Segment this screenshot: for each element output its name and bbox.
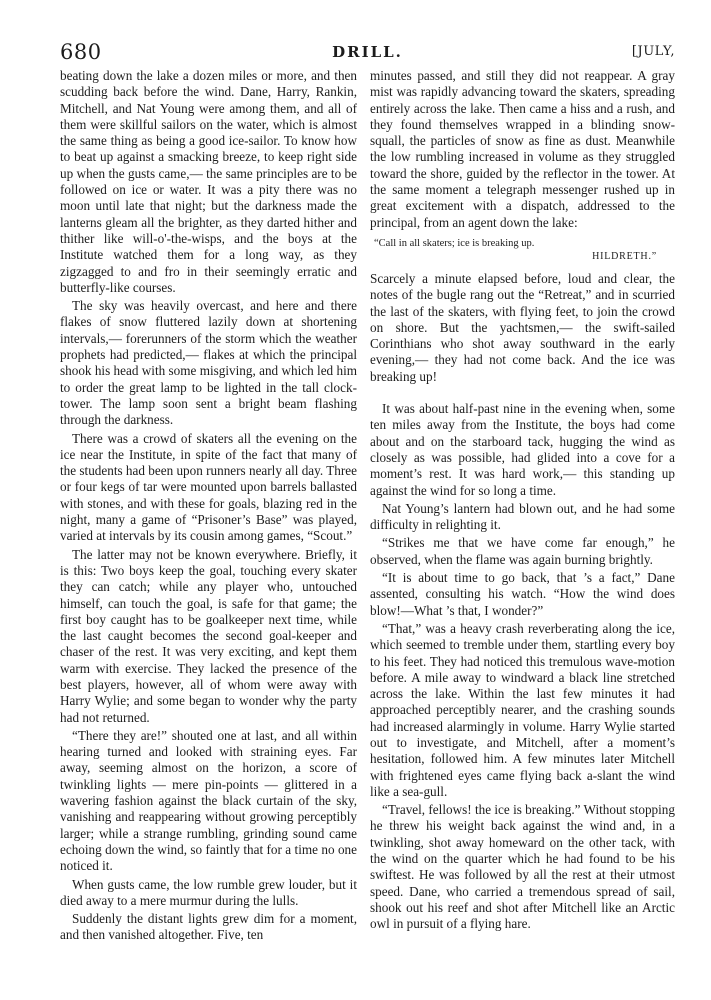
left-column [60, 68, 357, 946]
paragraph: The latter may not be known everywhere. Briefly, it is this: Two boys keep the goal, touching every skater they can catch; while any player who, untouched himself, can touch the goal, is safe for that game; the first boy caught has to be goalkeeper next time, while the last caught becomes the second goal-keeper and chaser of the rest. It was very exciting, and kept them warm with exercise. They lacked the presence of the best players, however, all of whom were away with Harry Wylie; and some began to wonder why the party had not returned. [60, 546, 357, 725]
paragraph: minutes passed, and still they did not reappear. A gray mist was rapidly advancing toward the skaters, spreading entirely across the lake. Then came a hiss and a rush, and they found themselves wrapped in a blinding snow-squall, the particles of snow as fine as dust. Meanwhile the low rumbling increased in volume as they struggled toward the shore, guided by the reflector in the tower. At the same moment a telegraph messenger rushed up in great excitement with a dispatch, addressed to the principal, from an agent down the lake: [370, 68, 675, 230]
right-paragraphs-bottom [370, 401, 675, 933]
paragraph: “There they are!” shouted one at last, and all within hearing turned and looked with straining eyes. Far away, seeming almost on the horizon, a score of twinkling lights — mere pin-points — glittered in a wavering fashion against the black curtain of the sky, vanishing and reappearing without growing perceptibly larger; while a strange rumbling, grinding sound came echoing down the wind, so faintly that for a time no one noticed it. [60, 727, 357, 874]
right-paragraphs-mid [370, 271, 675, 385]
right-column [370, 68, 675, 935]
paragraph: Suddenly the distant lights grew dim for a moment, and then vanished altogether. Five, ten [60, 911, 357, 943]
running-title: DRILL. [332, 43, 403, 61]
telegram-text: “Call in all skaters; ice is breaking up. [374, 237, 535, 249]
telegram-dispatch [370, 237, 675, 263]
paragraph: “Strikes me that we have come far enough,” he observed, when the flame was again burning brightly. [370, 535, 675, 567]
paragraph: beating down the lake a dozen miles or more, and then scudding back before the wind. Dane, Harry, Rankin, Mitchell, and Nat Young were among them, and all of them were skillful sailors on the water, which is almost the same thing as being a good ice-sailor. To know how to beat up against a smacking breeze, to keep right side up when the gusts came,— the same principles are to be followed on ice or water. It was a pity there was no moon until late that night; but the darkness made the lanterns gleam all the brighter, as they darted hither and thither like will-o'-the-wisps, and the boys at the Institute watched them for a long way, as they zigzagged to and fro in their seemingly erratic and butterfly-like courses. [60, 68, 357, 295]
paragraph: There was a crowd of skaters all the evening on the ice near the Institute, in spite of the fact that many of the students had been upon runners nearly all day. Three or four kegs of tar were mounted upon barrels ballasted with stones, and with these for goals, blazing red in the night, many a game of “Prisoner’s Base” was played, varied at intervals by its cousin among games, “Scout.” [60, 430, 357, 544]
telegram-signature: HILDRETH.” [592, 250, 657, 262]
right-paragraphs-top [370, 68, 675, 231]
running-header [60, 40, 675, 66]
paragraph: It was about half-past nine in the evening when, some ten miles away from the Institute, the boys had come about and on the starboard tack, hugging the wind as closely as was possible, had glided into a cove for a moment’s rest. It was hard work,— this standing up against the wind for so long a time. [370, 401, 675, 498]
left-paragraphs [60, 68, 357, 944]
running-date: [JULY, [631, 44, 675, 59]
paragraph: The sky was heavily overcast, and here and there flakes of snow fluttered lazily down at shortening intervals,— forerunners of the storm which the weather prophets had predicted,— flakes at which the principal shook his head with some misgiving, and which led him to order the great lamp to be lighted in the tall clock-tower. The lamp soon sent a bright beam flashing through the darkness. [60, 298, 357, 428]
section-break [370, 387, 675, 401]
paragraph: “It is about time to go back, that ’s a fact,” Dane assented, consulting his watch. “How the wind does blow!—What ’s that, I wonder?” [370, 570, 675, 618]
page-number: 680 [60, 40, 102, 64]
paragraph: “That,” was a heavy crash reverberating along the ice, which seemed to tremble under them, startling every boy to his feet. They had noticed this tremulous wave-motion before. A mile away to windward a black line stretched across the lake. Within the last few minutes it had approached perceptibly nearer, and the crashing sounds had increased alarmingly in volume. Harry Wylie started out to investigate, and Mitchell, after a moment’s hesitation, followed him. A few minutes later Mitchell with frightened eyes came flying back a-slant the wind like a sea-gull. [370, 620, 675, 799]
paragraph: When gusts came, the low rumble grew louder, but it died away to a mere murmur during the lulls. [60, 876, 357, 908]
paragraph: Nat Young’s lantern had blown out, and he had some difficulty in relighting it. [370, 500, 675, 533]
paragraph: “Travel, fellows! the ice is breaking.” Without stopping he threw his weight back against the wind and, in a twinkling, shot away homeward on the other tack, with the wind on the quarter which he had found to be his swiftest. He was followed by all the rest at their utmost speed. Dane, who carried a tremendous spread of sail, shook out his reef and shot after Mitchell like an Arctic owl in pursuit of a flying hare. [370, 802, 675, 932]
paragraph: Scarcely a minute elapsed before, loud and clear, the notes of the bugle rang out the “Retreat,” and in scurried the last of the skaters, with flying feet, to join the crowd on shore. But the yachtsmen,— the swift-sailed Corinthians who shot away southward in the early evening,— they had not come back. And the ice was breaking up! [370, 270, 675, 384]
